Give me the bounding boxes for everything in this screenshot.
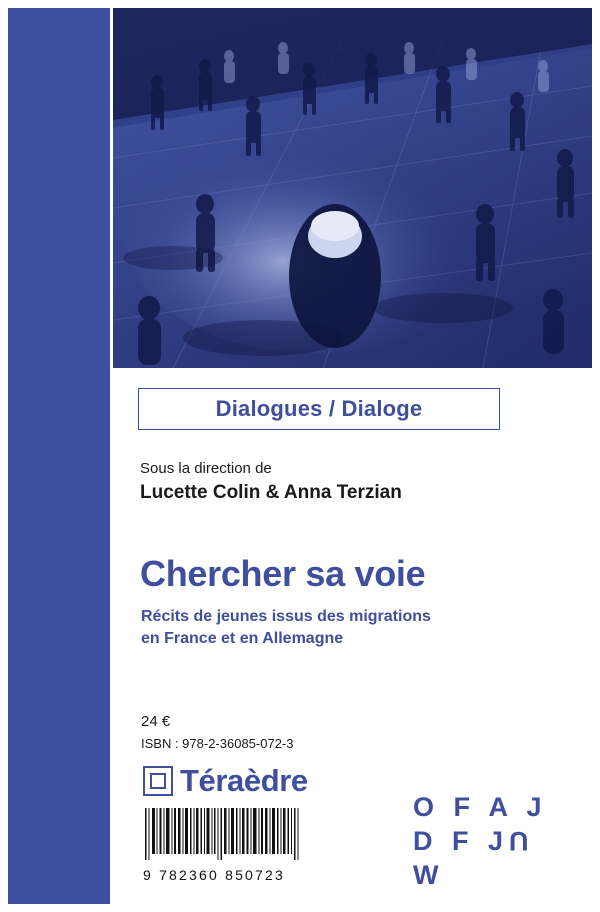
subtitle-line-1: Récits de jeunes issus des migrations: [141, 608, 431, 625]
publisher-square-icon: [143, 766, 173, 796]
book-title: Chercher sa voie: [140, 553, 426, 594]
price-label: 24 €: [141, 713, 171, 730]
cover-photograph: [113, 8, 592, 368]
editor-prefix: Sous la direction de: [140, 460, 272, 477]
barcode: [143, 808, 303, 883]
book-subtitle: [141, 606, 571, 650]
series-box: [138, 388, 500, 430]
publisher-name: Téraèdre: [180, 763, 308, 798]
ofaj-line-2: [413, 824, 563, 892]
ofaj-line-1: O F A J: [413, 792, 548, 822]
series-label: Dialogues / Dialoge: [215, 396, 423, 421]
editor-names: Lucette Colin & Anna Terzian: [140, 482, 402, 503]
barcode-number: 9 782360 850723: [143, 867, 285, 883]
ofaj-dfjw-logo: [413, 790, 563, 892]
editors-block: [140, 458, 570, 506]
ofaj-line-2-flipped-letter: U: [509, 826, 535, 856]
publisher-logo: [143, 763, 308, 799]
subtitle-line-2: en France et en Allemagne: [141, 630, 344, 647]
isbn-label: ISBN : 978-2-36085-072-3: [141, 736, 294, 751]
ofaj-line-2-prefix: D F J: [413, 826, 510, 856]
cover-white-panel: [113, 8, 592, 904]
ofaj-line-2-suffix: W: [413, 860, 445, 890]
barcode-bars-icon: [143, 808, 303, 860]
